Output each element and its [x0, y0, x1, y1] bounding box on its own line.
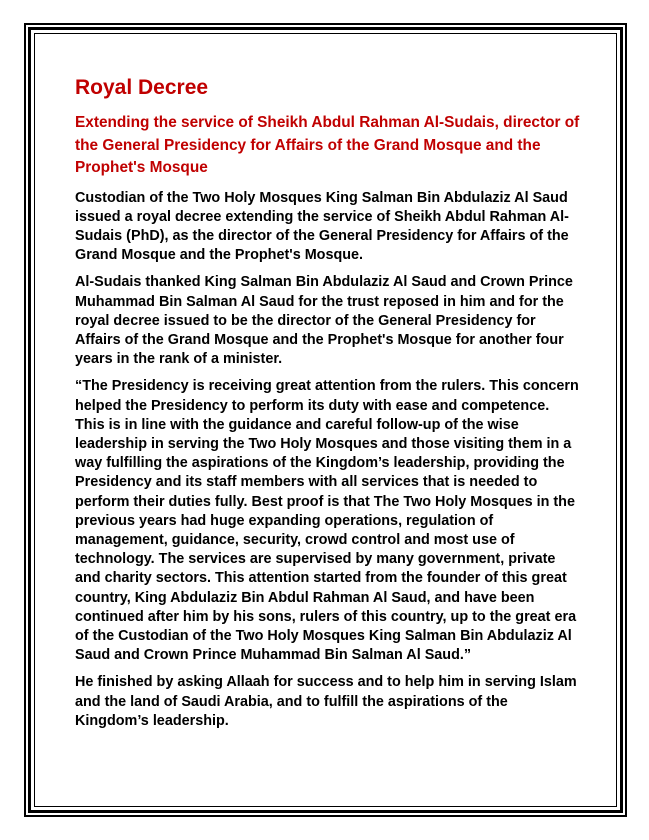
paragraph-thanks: Al-Sudais thanked King Salman Bin Abdulaziz Al Saud and Crown Prince Muhammad Bin Salman Al Saud for the trust reposed in him and for the royal decree issued to be the director of the General Presidency for Affairs of the Grand Mosque and the Prophet's Mosque for another four years in the rank of a minister.	[75, 274, 573, 368]
document-subtitle: Extending the service of Sheikh Abdul Rahman Al-Sudais, director of the General Presidency for Affairs of the Grand Mosque and the Prophet's Mosque	[75, 114, 580, 176]
paragraph-decree-announcement: Custodian of the Two Holy Mosques King Salman Bin Abdulaziz Al Saud issued a royal decree extending the service of Sheikh Abdul Rahman Al-Sudais (PhD), as the director of the General Presidency for Affairs of the Grand Mosque and the Prophet's Mosque.	[75, 189, 569, 264]
document-title: Royal Decree	[75, 76, 209, 99]
paragraph-quote: “The Presidency is receiving great attention from the rulers. This concern helped the Presidency to perform its duty with ease and competence. This is in line with the guidance and careful follow-up of the wise leadership in serving the Two Holy Mosques and those visiting them in a way fulfilling the aspirations of the Kingdom’s leadership, providing the Presidency and its staff members with all services that is needed to perform their duties fully. Best proof is that The Two Holy Mosques in the previous years had huge expanding operations, regulation of management, guidance, security, crowd control and most use of technology. The services are supervised by many government, private and charity sectors. This attention started from the founder of this great country, King Abdulaziz Bin Abdul Rahman Al Saud, and have been continued after him by his sons, rulers of this country, up to the great era of the Custodian of the Two Holy Mosques King Salman Bin Abdulaziz Al Saud and Crown Prince Muhammad Bin Salman Al Saud.”	[75, 378, 579, 664]
paragraph-closing: He finished by asking Allaah for success and to help him in serving Islam and the land of Saudi Arabia, and to fulfill the aspirations of the Kingdom’s leadership.	[75, 674, 577, 729]
document-body	[75, 76, 580, 739]
